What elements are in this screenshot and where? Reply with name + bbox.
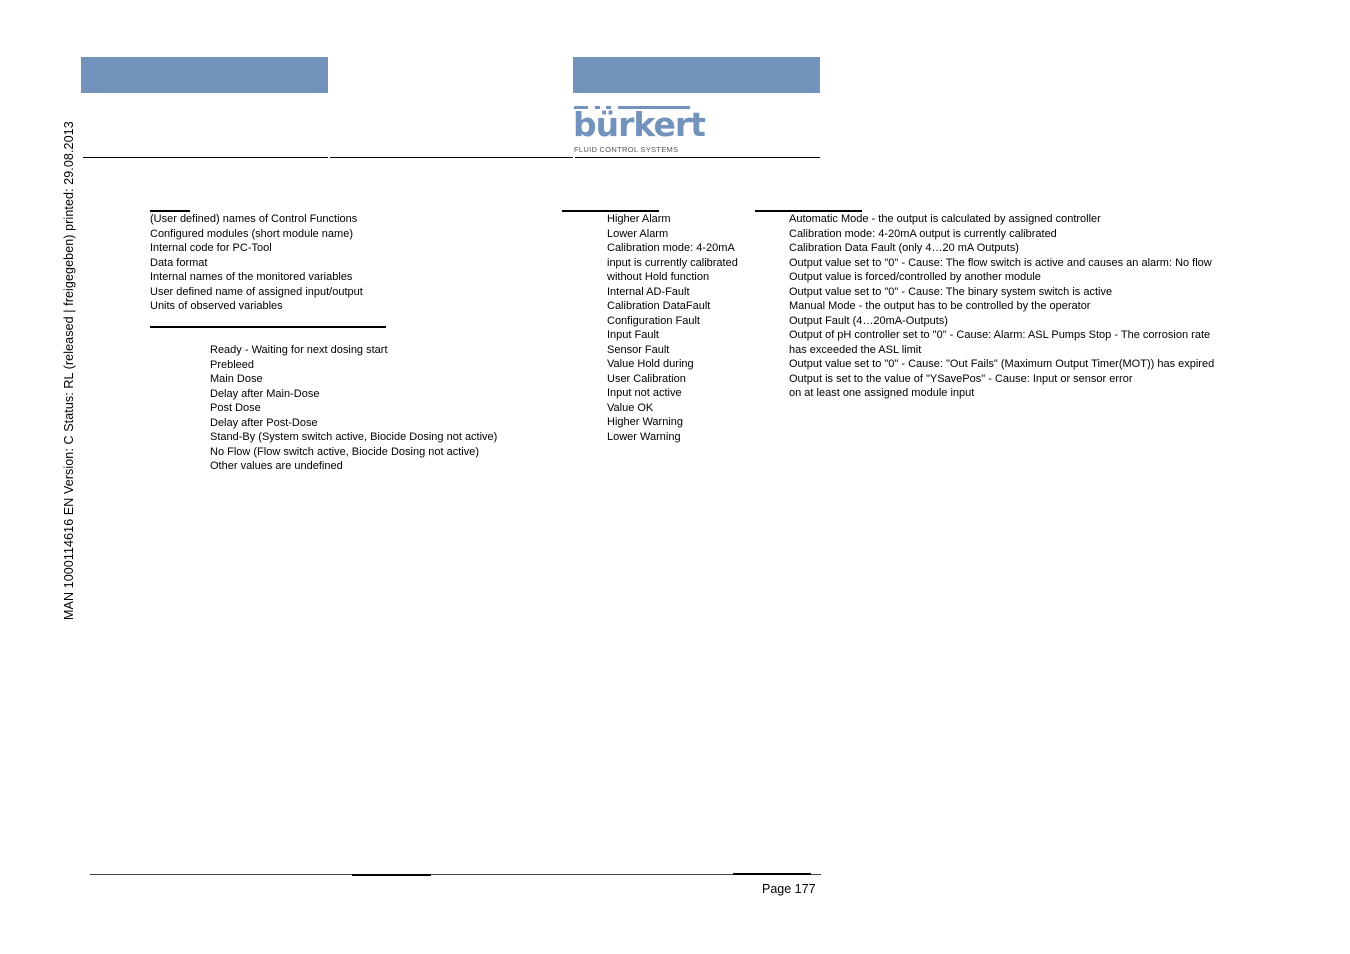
- column1-list: [150, 212, 363, 314]
- footer-rule-accent-2: [733, 873, 811, 875]
- column1b-rule: [150, 326, 386, 328]
- list-item: Internal AD-Fault: [607, 285, 690, 298]
- list-item: Higher Warning: [607, 416, 684, 428]
- header-bar-right: [573, 57, 820, 93]
- list-item: Ready - Waiting for next dosing start: [210, 344, 388, 356]
- list-item: Output value set to "0" - Cause: "Out Fails" (Maximum Output Timer(MOT)) has expired: [789, 358, 1215, 370]
- list-item: Output value set to "0" - Cause: The flow switch is active and causes an alarm: No flow: [789, 256, 1212, 269]
- list-item: Internal code for PC-Tool: [150, 242, 272, 254]
- list-item: Units of observed variables: [150, 300, 283, 312]
- list-item: without Hold function: [607, 271, 710, 283]
- list-item: Automatic Mode - the output is calculated by assigned controller: [789, 213, 1101, 225]
- column1b-list: [210, 343, 497, 474]
- list-item: User defined name of assigned input/output: [150, 285, 363, 298]
- list-item: Delay after Main-Dose: [210, 387, 320, 400]
- list-item: Calibration Data Fault (only 4…20 mA Outputs): [789, 242, 1019, 254]
- list-item: Main Dose: [210, 373, 263, 385]
- list-item: Output of pH controller set to "0" - Cause: Alarm: ASL Pumps Stop - The corrosion rate: [789, 329, 1211, 341]
- footer-rule-accent-1: [352, 874, 431, 876]
- list-item: Output is set to the value of "YSavePos" - Cause: Input or sensor error: [789, 372, 1133, 385]
- logo-wordmark: bürkert: [573, 105, 705, 144]
- footer-rule: [90, 874, 821, 875]
- list-item: Value Hold during: [607, 358, 694, 370]
- document-status-sidebar: MAN 1000114616 EN Version: C Status: RL (released | freigegeben) printed: 29.08.2013: [62, 121, 76, 620]
- list-item: input is currently calibrated: [607, 256, 738, 269]
- list-item: Configuration Fault: [607, 314, 700, 327]
- list-item: Higher Alarm: [607, 213, 671, 225]
- page-number: Page 177: [762, 882, 816, 896]
- list-item: Calibration mode: 4-20mA: [607, 242, 735, 254]
- header-rule-mid: [330, 157, 573, 158]
- list-item: on at least one assigned module input: [789, 387, 975, 399]
- list-item: Input Fault: [607, 329, 659, 341]
- list-item: Calibration DataFault: [607, 300, 711, 312]
- list-item: Calibration mode: 4-20mA output is currently calibrated: [789, 227, 1057, 240]
- list-item: No Flow (Flow switch active, Biocide Dosing not active): [210, 445, 479, 458]
- column3-list: [789, 212, 1214, 401]
- list-item: Data format: [150, 256, 208, 269]
- list-item: Other values are undefined: [210, 460, 343, 472]
- list-item: Manual Mode - the output has to be controlled by the operator: [789, 300, 1091, 312]
- list-item: Output value set to "0" - Cause: The binary system switch is active: [789, 285, 1113, 298]
- list-item: Post Dose: [210, 402, 261, 414]
- list-item: (User defined) names of Control Functions: [150, 213, 358, 225]
- list-item: Delay after Post-Dose: [210, 416, 318, 429]
- logo-tagline: FLUID CONTROL SYSTEMS: [574, 145, 679, 154]
- list-item: Input not active: [607, 387, 682, 399]
- list-item: Lower Alarm: [607, 227, 669, 240]
- header-bar-left: [81, 57, 328, 93]
- header-rule-right: [575, 157, 820, 158]
- list-item: Sensor Fault: [607, 343, 670, 356]
- list-item: Output value is forced/controlled by another module: [789, 271, 1041, 283]
- column2-list: [607, 212, 738, 444]
- list-item: Prebleed: [210, 358, 255, 371]
- header-rule-left: [83, 157, 328, 158]
- list-item: Value OK: [607, 401, 654, 414]
- burkert-logo: [573, 104, 705, 156]
- list-item: has exceeded the ASL limit: [789, 343, 922, 356]
- list-item: Output Fault (4…20mA-Outputs): [789, 314, 948, 327]
- list-item: Configured modules (short module name): [150, 227, 353, 240]
- list-item: Internal names of the monitored variables: [150, 271, 353, 283]
- list-item: Stand-By (System switch active, Biocide Dosing not active): [210, 431, 498, 443]
- list-item: User Calibration: [607, 372, 686, 385]
- list-item: Lower Warning: [607, 430, 681, 443]
